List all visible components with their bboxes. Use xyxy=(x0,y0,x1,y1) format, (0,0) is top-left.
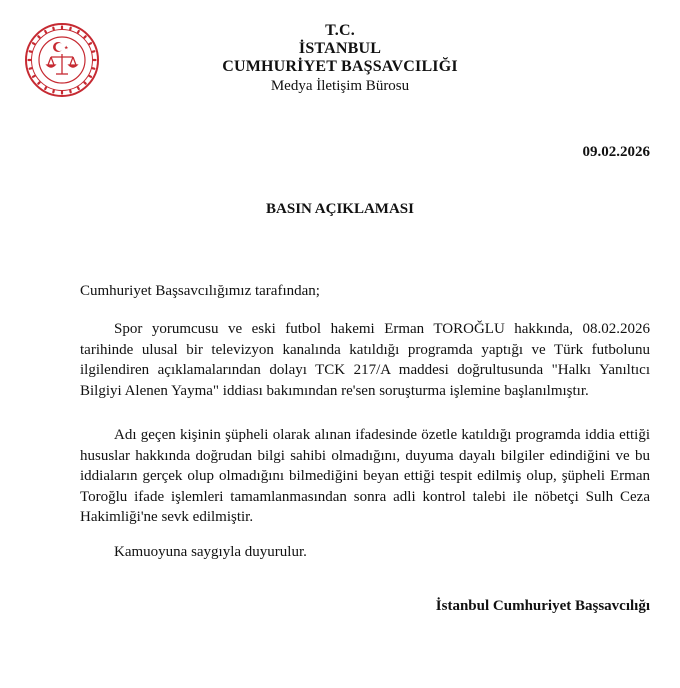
header-tc: T.C. xyxy=(325,22,355,39)
closing-paragraph: Kamuoyuna saygıyla duyurulur. xyxy=(114,544,307,560)
header-office: Medya İletişim Bürosu xyxy=(270,78,410,94)
document-title: BASIN AÇIKLAMASI xyxy=(266,201,414,217)
document-header xyxy=(140,22,540,95)
header-institution: CUMHURİYET BAŞSAVCILIĞI xyxy=(222,58,458,75)
greeting-paragraph: Cumhuriyet Başsavcılığımız tarafından; xyxy=(80,283,320,299)
signature-line: İstanbul Cumhuriyet Başsavcılığı xyxy=(435,598,650,614)
justice-seal-icon xyxy=(24,22,100,98)
document-date: 09.02.2026 xyxy=(582,144,650,160)
body-paragraph-2: Adı geçen kişinin şüpheli olarak alınan ifadesinde özetle katıldığı programda iddia ettiği hususlar hakkında doğrudan bilgi sahibi olmadığını, duyuma dayalı bilgiler edindiğini ve bu iddiaların gerçek olup olmadığını bilmediğini beyan ettiği tespit edilmiş olup, şüpheli Erman Toroğlu ifade işlemleri tamamlanmasından sonra adli kontrol talebi ile nöbetçi Sulh Ceza Hakimliği'ne sevk edilmiştir. xyxy=(80,427,650,525)
seal-logo xyxy=(24,22,100,98)
body-paragraph-1: Spor yorumcusu ve eski futbol hakemi Erman TOROĞLU hakkında, 08.02.2026 tarihinde ulusal bir televizyon kanalında katıldığı programda yaptığı ve Türk futbolunu ilgilendiren açıklamalarından dolayı TCK 217/A maddesi doğrultusunda "Halkı Yanıltıcı Bilgiyi Alenen Yayma" iddiası bakımından re'sen soruşturma işlemine başlanılmıştır. xyxy=(80,321,650,399)
header-city: İSTANBUL xyxy=(298,40,382,57)
